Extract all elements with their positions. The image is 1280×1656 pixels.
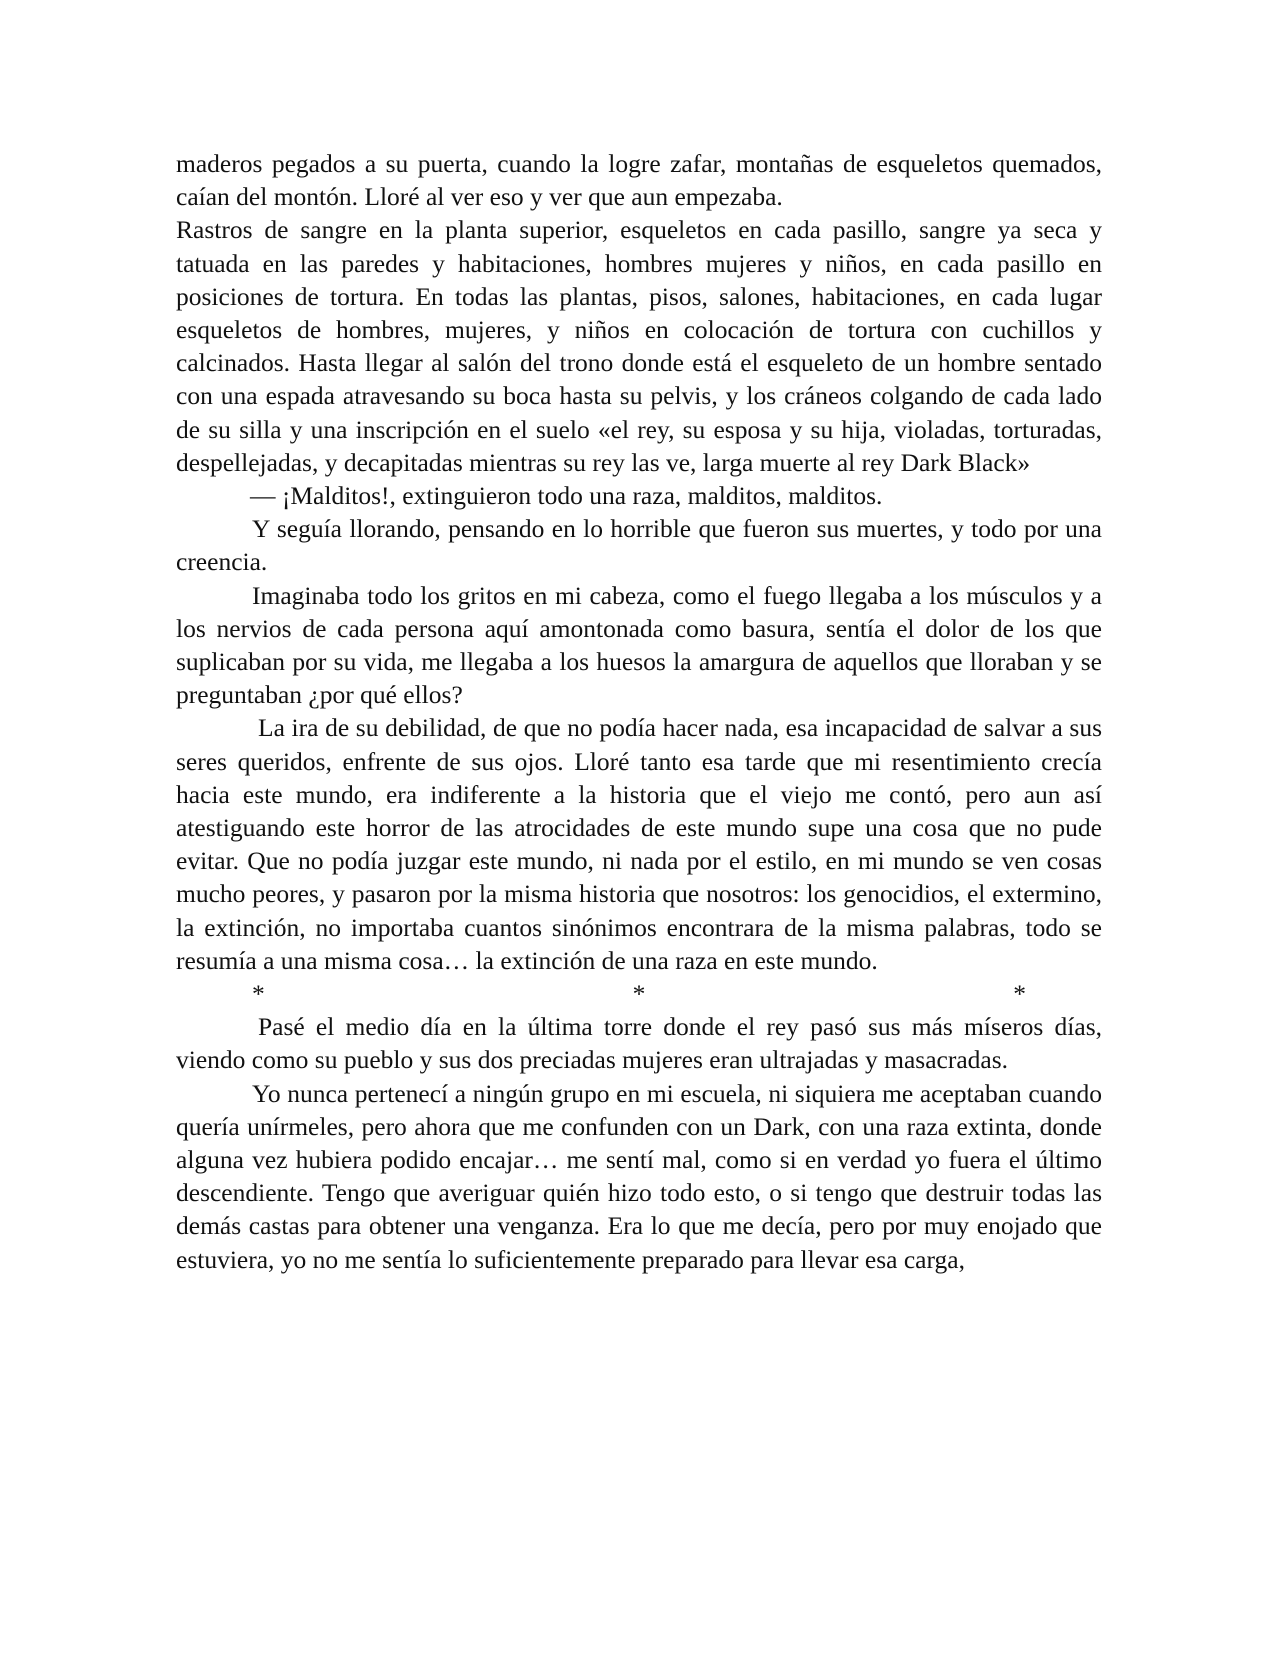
body-text bbox=[176, 147, 1102, 1276]
paragraph-castle-description: Rastros de sangre en la planta superior, esqueletos en cada pasillo, sangre ya seca y tatuada en las paredes y habitaciones, hombres mujeres y niños, en cada pasillo en posiciones de tortura. En todas las plantas, pisos, salones, habitaciones, en cada lugar esqueletos de hombres, mujeres, y niños en colocación de tortura con cuchillos y calcinados. Hasta llegar al salón del trono donde está el esqueleto de un hombre sentado con una espada atravesando su boca hasta su pelvis, y los cráneos colgando de cada lado de su silla y una inscripción en el suelo «el rey, su esposa y su hija, violadas, torturadas, despellejadas, y decapitadas mientras su rey las ve, larga muerte al rey Dark Black» bbox=[176, 215, 1102, 477]
separator-asterisk: * bbox=[252, 979, 265, 1009]
paragraph-belonging: Yo nunca pertenecí a ningún grupo en mi escuela, ni siquiera me aceptaban cuando quería unírmeles, pero ahora que me confunden con un Dark, con una raza extinta, donde alguna vez hubiera podido encajar… me sentí mal, como si en verdad yo fuera el último descendiente. Tengo que averiguar quién hizo todo esto, o si tengo que destruir todas las demás castas para obtener una venganza. Era lo que me decía, pero por muy enojado que estuviera, yo no me sentía lo suficientemente preparado para llevar esa carga, bbox=[176, 1078, 1102, 1274]
separator-asterisk: * bbox=[632, 979, 646, 1009]
scene-separator bbox=[176, 977, 1102, 1010]
separator-asterisk: * bbox=[1013, 979, 1026, 1009]
paragraph-anger: La ira de su debilidad, de que no podía hacer nada, esa incapacidad de salvar a sus seres queridos, enfrente de sus ojos. Lloré tanto esa tarde que mi resentimiento crecía hacia este mundo, era indiferente a la historia que el viejo me contó, pero aun así atestiguando este horror de las atrocidades de este mundo supe una cosa que no pude evitar. Que no podía juzgar este mundo, ni nada por el estilo, en mi mundo se ven cosas mucho peores, y pasaron por la misma historia que nosotros: los genocidios, el extermino, la extinción, no importaba cuantos sinónimos encontrara de la misma palabras, todo se resumía a una misma cosa… la extinción de una raza en este mundo. bbox=[176, 713, 1102, 975]
paragraph-continuation: maderos pegados a su puerta, cuando la logre zafar, montañas de esqueletos quemados, caían del montón. Lloré al ver eso y ver que aun empezaba. bbox=[176, 149, 1102, 212]
paragraph-imagining: Imaginaba todo los gritos en mi cabeza, como el fuego llegaba a los músculos y a los nervios de cada persona aquí amontonada como basura, sentía el dolor de los que suplicaban por su vida, me llegaba a los huesos la amargura de aquellos que lloraban y se preguntaban ¿por qué ellos? bbox=[176, 580, 1102, 710]
paragraph-tower: Pasé el medio día en la última torre donde el rey pasó sus más míseros días, viendo como su pueblo y sus dos preciadas mujeres eran ultrajadas y masacradas. bbox=[176, 1012, 1102, 1075]
paragraph-crying: Y seguía llorando, pensando en lo horrible que fueron sus muertes, y todo por una creencia. bbox=[176, 514, 1102, 577]
dialogue-line: — ¡Malditos!, extinguieron todo una raza, malditos, malditos. bbox=[250, 481, 883, 511]
